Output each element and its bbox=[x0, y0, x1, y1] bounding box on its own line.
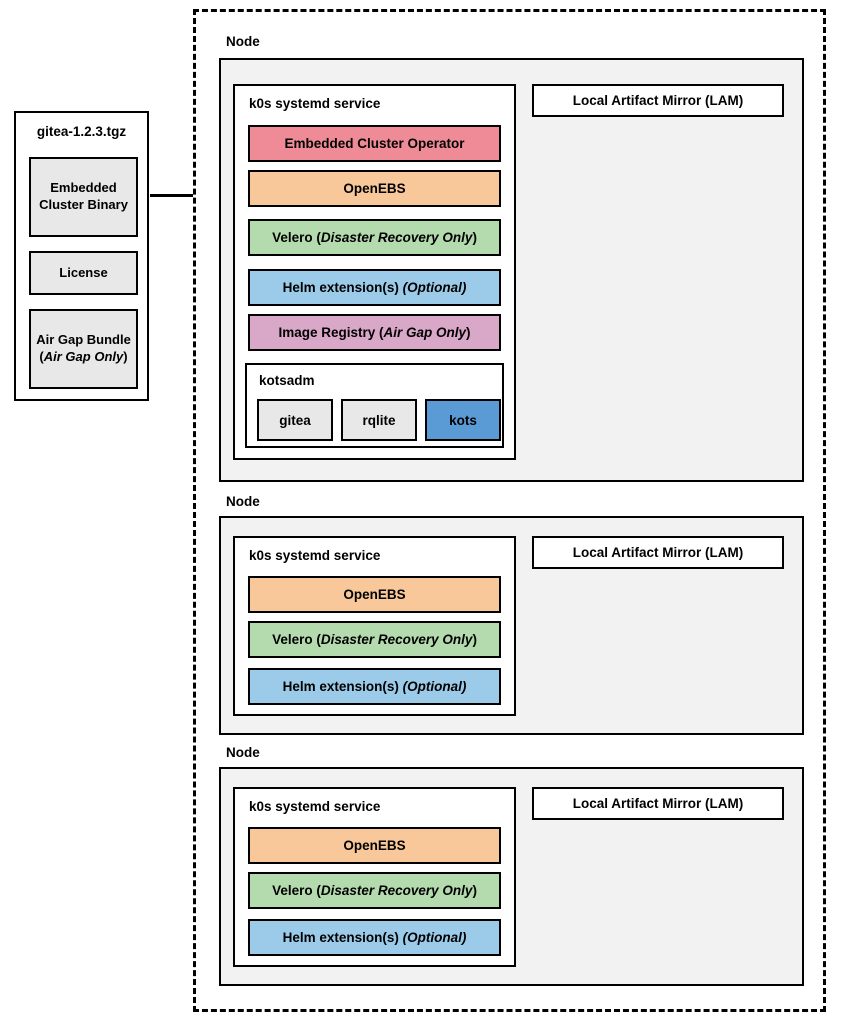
component-helm-extensions-3 bbox=[248, 919, 501, 956]
component-label: OpenEBS bbox=[343, 181, 406, 196]
bundle-item-license bbox=[29, 251, 138, 295]
node-label-2: Node bbox=[226, 494, 260, 509]
bundle-item-air-gap-bundle bbox=[29, 309, 138, 389]
component-label: OpenEBS bbox=[343, 838, 406, 853]
component-velero-1 bbox=[248, 219, 501, 256]
component-label: OpenEBS bbox=[343, 587, 406, 602]
component-openebs-3 bbox=[248, 827, 501, 864]
component-label: Helm extension(s) (Optional) bbox=[282, 679, 467, 694]
component-label: Helm extension(s) (Optional) bbox=[282, 280, 467, 295]
bundle-item-label: License bbox=[59, 264, 108, 280]
k0s-service-title-2: k0s systemd service bbox=[249, 548, 381, 563]
bundle-container bbox=[14, 111, 149, 401]
component-velero-3 bbox=[248, 872, 501, 909]
local-artifact-mirror-3: Local Artifact Mirror (LAM) bbox=[532, 787, 784, 820]
component-image-registry bbox=[248, 314, 501, 351]
component-label: Velero (Disaster Recovery Only) bbox=[272, 230, 477, 245]
kotsadm-box-rqlite bbox=[341, 399, 417, 441]
local-artifact-mirror-1: Local Artifact Mirror (LAM) bbox=[532, 84, 784, 117]
kotsadm-box-label: gitea bbox=[279, 412, 311, 428]
kotsadm-box-gitea bbox=[257, 399, 333, 441]
component-label: Embedded Cluster Operator bbox=[284, 136, 465, 151]
component-openebs-2 bbox=[248, 576, 501, 613]
kotsadm-box-kots bbox=[425, 399, 501, 441]
component-helm-extensions-1 bbox=[248, 269, 501, 306]
component-label: Velero (Disaster Recovery Only) bbox=[272, 632, 477, 647]
component-openebs-1 bbox=[248, 170, 501, 207]
bundle-item-label: Embedded Cluster Binary bbox=[39, 180, 128, 212]
component-label: Helm extension(s) (Optional) bbox=[282, 930, 467, 945]
node-label-3: Node bbox=[226, 745, 260, 760]
bundle-item-embedded-cluster-binary bbox=[29, 157, 138, 237]
component-helm-extensions-2 bbox=[248, 668, 501, 705]
k0s-service-title-1: k0s systemd service bbox=[249, 96, 381, 111]
node-label-1: Node bbox=[226, 34, 260, 49]
k0s-service-title-3: k0s systemd service bbox=[249, 799, 381, 814]
component-label: Image Registry (Air Gap Only) bbox=[278, 325, 471, 340]
bundle-title: gitea-1.2.3.tgz bbox=[36, 124, 127, 139]
local-artifact-mirror-2: Local Artifact Mirror (LAM) bbox=[532, 536, 784, 569]
component-embedded-cluster-operator bbox=[248, 125, 501, 162]
kotsadm-title: kotsadm bbox=[259, 373, 315, 388]
component-label: Velero (Disaster Recovery Only) bbox=[272, 883, 477, 898]
kotsadm-box-label: kots bbox=[449, 412, 477, 428]
kotsadm-box-label: rqlite bbox=[362, 412, 396, 428]
kotsadm-group bbox=[245, 363, 504, 448]
bundle-item-label: Air Gap Bundle (Air Gap Only) bbox=[36, 332, 131, 364]
component-velero-2 bbox=[248, 621, 501, 658]
